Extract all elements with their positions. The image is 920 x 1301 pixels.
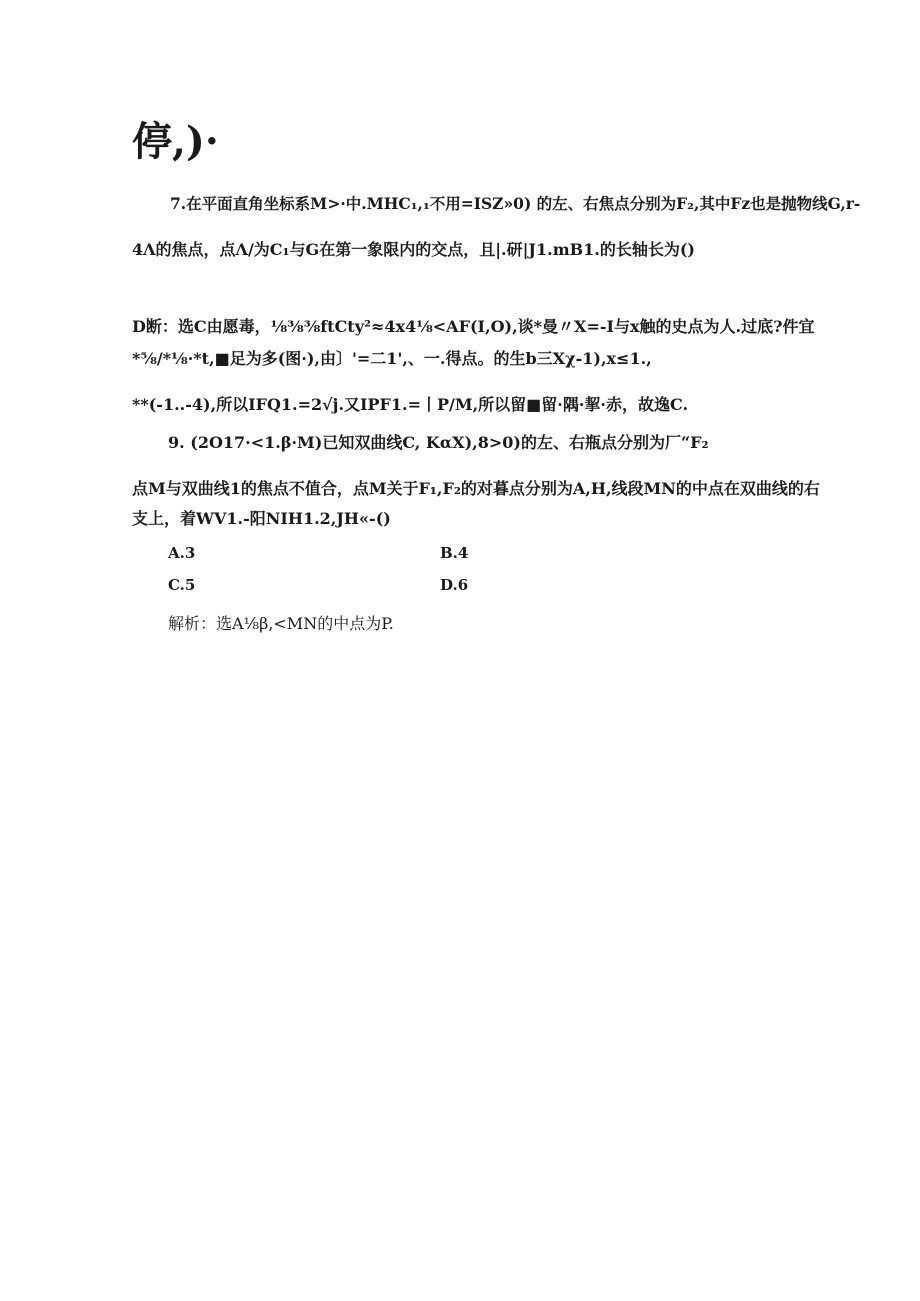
question-9-line-1: 9. (2O17·<1.β·M)已知双曲线C, KαX),8>0)的左、右瓶点分别为厂“F₂ xyxy=(168,433,709,452)
solution-7-line-3: **(-1..-4),所以IFQ1.=2√j.又IPF1.=丨P/M,所以留■留·隅·挈·赤，故逸C. xyxy=(132,395,689,414)
option-d: D.6 xyxy=(440,576,469,594)
question-7-line-1: 7.在平面直角坐标系M>·中.MHC₁,₁不用=ISZ»0) 的左、右焦点分别为F₂,其中Fz也是抛物线G,r- xyxy=(170,194,861,213)
solution-7-line-1: D断：选C由愿毒，⅛⅜⅜ftCty²≈4x4⅛<AF(I,O),谈*曼〃X=-I与x触的史点为人.过底?件宜 xyxy=(132,317,815,336)
option-c: C.5 xyxy=(168,576,196,594)
question-9-line-3: 支上，着WV1.-阳NIH1.2,JH«-() xyxy=(132,509,391,528)
solution-7-line-2: *⅝/*⅛·*t,■足为多(图·),由〕'=二1',、一.得点。的生b三Xχ-1),x≤1., xyxy=(132,349,652,368)
solution-9-line-1: 解析：选A⅛β,<MN的中点为P. xyxy=(168,614,394,633)
question-7-line-2: 4Λ的焦点，点Λ/为C₁与G在第一象限内的交点，且|.研|J1.mB1.的长轴长为() xyxy=(132,240,695,259)
question-9-line-2: 点M与双曲线1的焦点不值合，点M关于F₁,F₂的对暮点分别为A,H,线段MN的中点在双曲线的右 xyxy=(132,479,820,498)
option-b: B.4 xyxy=(440,544,469,562)
option-a: A.3 xyxy=(168,544,196,562)
page-heading: 停,)· xyxy=(132,118,219,165)
